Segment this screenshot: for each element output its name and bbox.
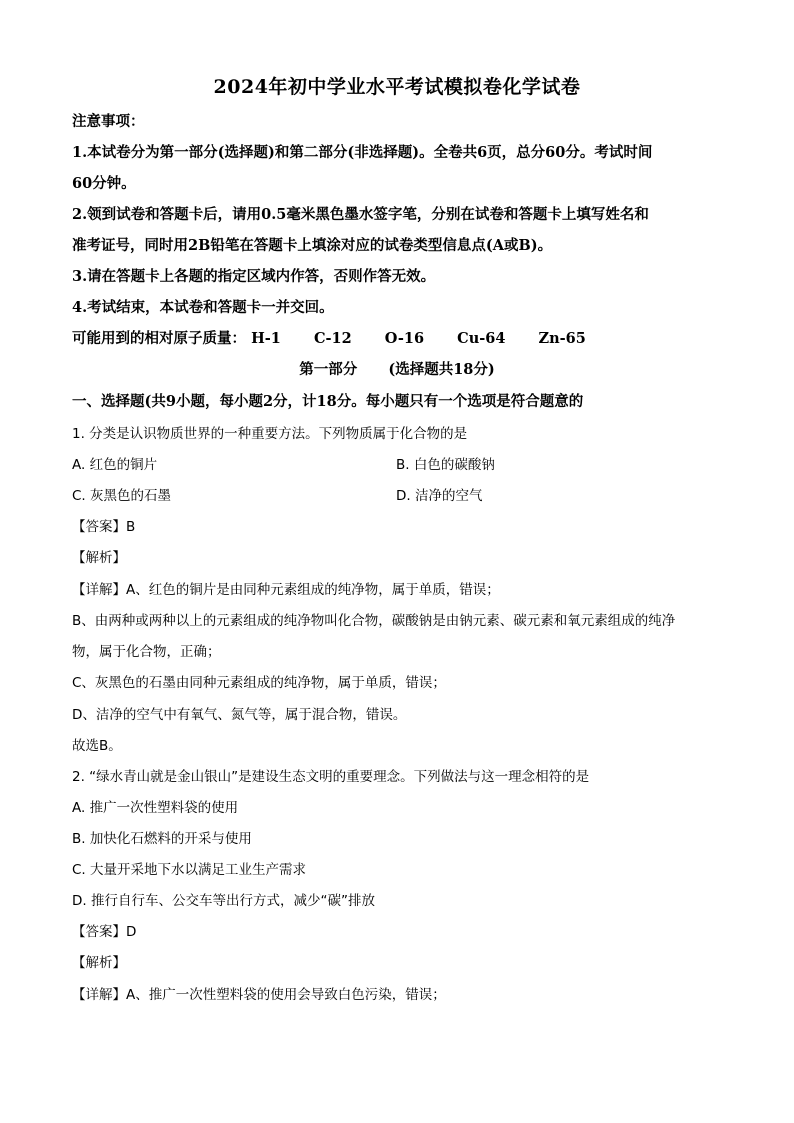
- question-1-detail-b-line-1: B、由两种或两种以上的元素组成的纯净物叫化合物，碳酸钠是由钠元素、碳元素和氧元素组成的纯净: [72, 613, 676, 629]
- question-2-option-d: D. 推行自行车、公交车等出行方式，减少“碳”排放: [72, 893, 375, 909]
- question-1-option-a: A. 红色的铜片: [72, 457, 158, 473]
- question-1-answer: 【答案】B: [72, 519, 136, 535]
- question-2-option-a: A. 推广一次性塑料袋的使用: [72, 800, 239, 816]
- mass-h: H-1: [251, 330, 281, 347]
- notice-item-2-line-1: 2.领到试卷和答题卡后，请用0.5毫米黑色墨水签字笔，分别在试卷和答题卡上填写姓名和: [72, 206, 649, 223]
- part-1-name: 第一部分: [299, 361, 358, 378]
- question-2-detail-a: 【详解】A、推广一次性塑料袋的使用会导致白色污染，错误；: [72, 987, 446, 1003]
- part-1-heading: [0, 358, 794, 379]
- mass-cu: Cu-64: [457, 330, 506, 347]
- question-2-stem: 2. “绿水青山就是金山银山”是建设生态文明的重要理念。下列做法与这一理念相符的是: [72, 769, 590, 785]
- notice-item-1-line-1: 1.本试卷分为第一部分(选择题)和第二部分(非选择题)。全卷共6页，总分60分。考试时间: [72, 144, 653, 161]
- question-1-stem: 1. 分类是认识物质世界的一种重要方法。下列物质属于化合物的是: [72, 426, 468, 442]
- section-1-heading: 一、选择题(共9小题，每小题2分，计18分。每小题只有一个选项是符合题意的: [72, 393, 584, 410]
- notice-item-4: 4.考试结束，本试卷和答题卡一并交回。: [72, 299, 334, 316]
- page-title: 2024年初中学业水平考试模拟卷化学试卷: [213, 76, 581, 98]
- question-1-detail-b-line-2: 物，属于化合物，正确；: [72, 644, 221, 660]
- atomic-masses-label: 可能用到的相对原子质量：: [72, 330, 246, 347]
- question-1-option-b: B. 白色的碳酸钠: [396, 457, 495, 473]
- question-1-option-d: D. 洁净的空气: [396, 488, 483, 504]
- question-1-detail-d: D、洁净的空气中有氧气、氮气等，属于混合物，错误。: [72, 707, 407, 723]
- mass-zn: Zn-65: [538, 330, 586, 347]
- notice-item-2-line-2: 准考证号，同时用2B铅笔在答题卡上填涂对应的试卷类型信息点(A或B)。: [72, 237, 553, 254]
- question-2-answer: 【答案】D: [72, 924, 137, 940]
- question-1-option-c: C. 灰黑色的石墨: [72, 488, 172, 504]
- notice-heading: 注意事项：: [72, 113, 145, 130]
- question-1-analysis-label: 【解析】: [72, 550, 126, 566]
- part-1-desc: (选择题共18分): [388, 361, 495, 378]
- notice-item-3: 3.请在答题卡上各题的指定区域内作答，否则作答无效。: [72, 268, 436, 285]
- question-2-option-c: C. 大量开采地下水以满足工业生产需求: [72, 862, 307, 878]
- question-1-detail-a: 【详解】A、红色的铜片是由同种元素组成的纯净物，属于单质，错误；: [72, 582, 500, 598]
- mass-c: C-12: [313, 330, 352, 347]
- notice-item-1-line-2: 60分钟。: [72, 175, 136, 192]
- question-1-detail-c: C、灰黑色的石墨由同种元素组成的纯净物，属于单质，错误；: [72, 675, 446, 691]
- atomic-masses-line: [72, 327, 586, 348]
- mass-o: O-16: [384, 330, 425, 347]
- question-2-option-b: B. 加快化石燃料的开采与使用: [72, 831, 252, 847]
- question-2-analysis-label: 【解析】: [72, 955, 126, 971]
- question-1-conclusion: 故选B。: [72, 738, 122, 754]
